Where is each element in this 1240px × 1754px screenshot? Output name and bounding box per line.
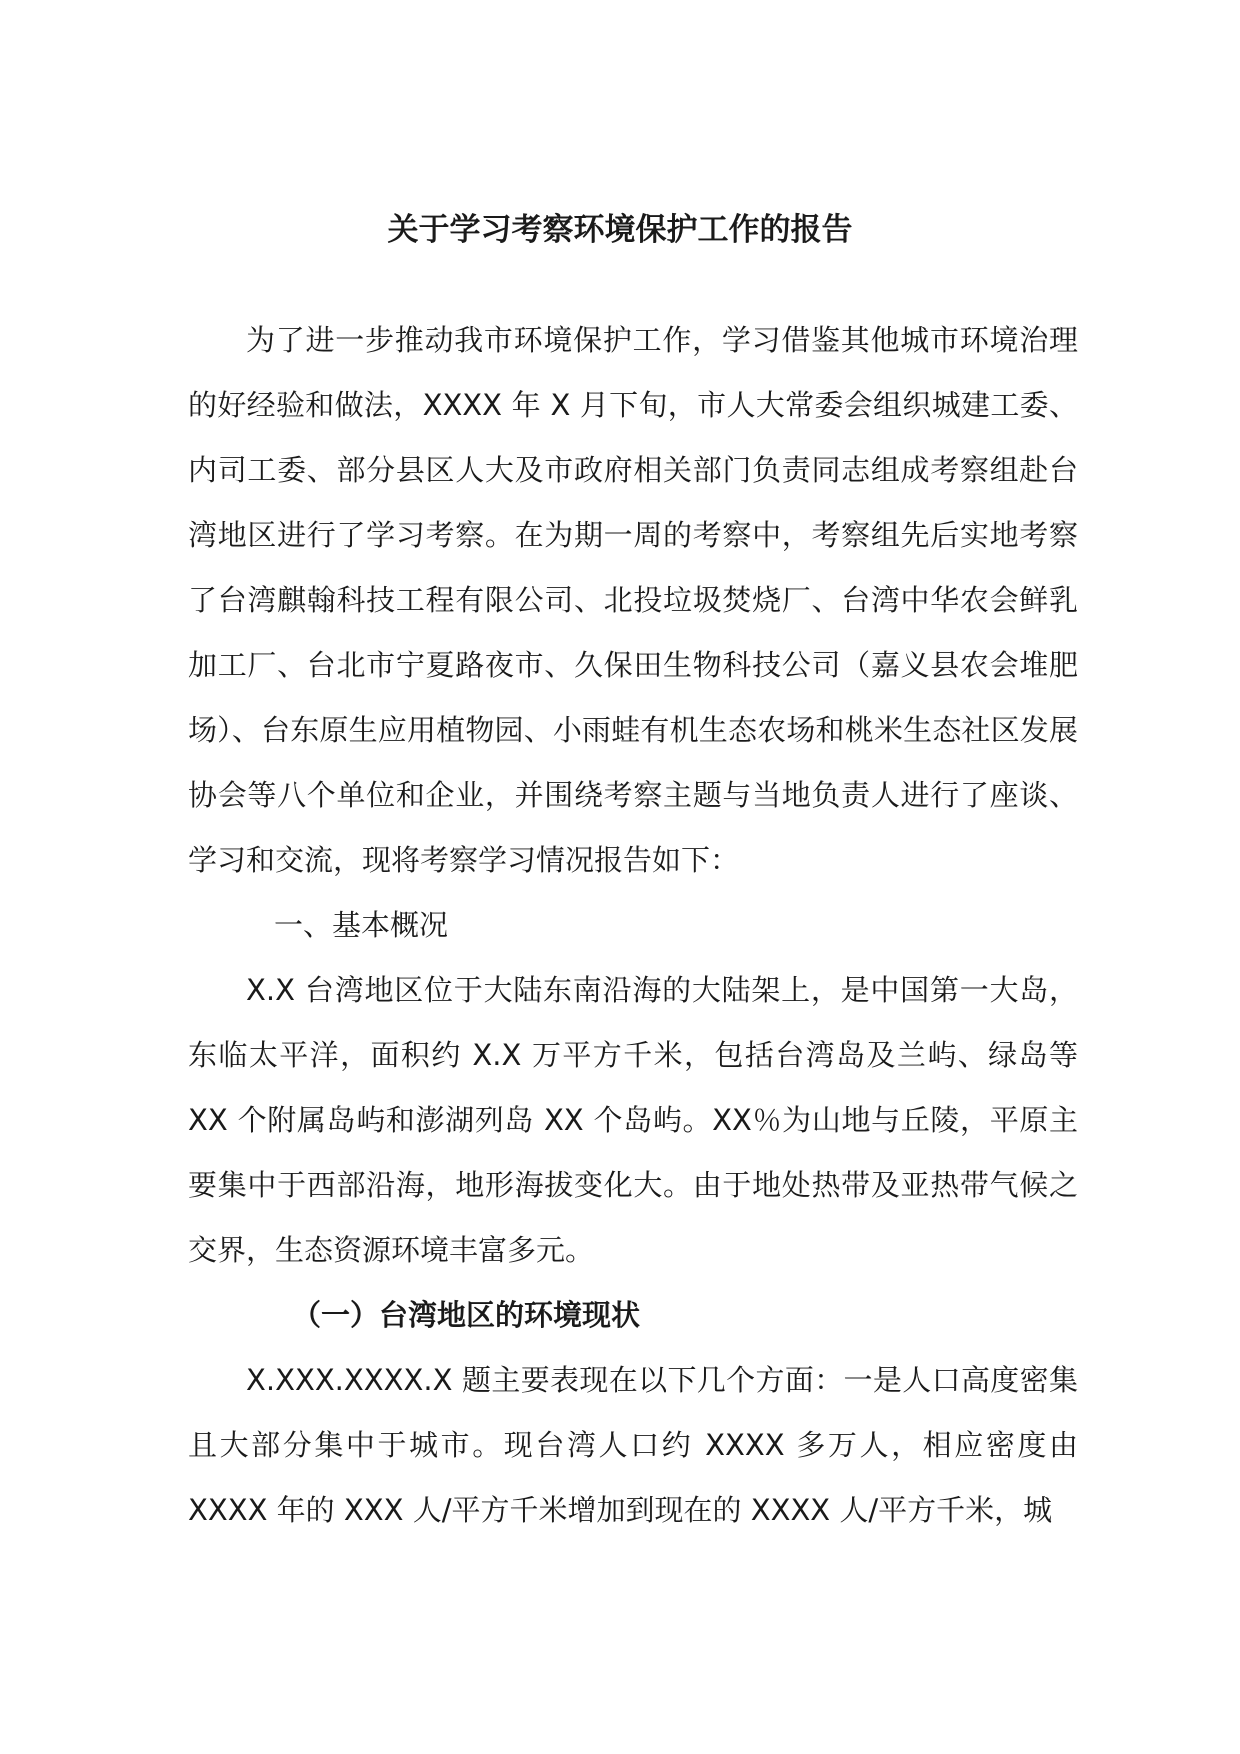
environment-status-paragraph: X.XXX.XXXX.X 题主要表现在以下几个方面：一是人口高度密集且大部分集中于城市。现台湾人口约 XXXX 多万人，相应密度由 XXXX 年的 XXX 人/平方千米增加到现在的 XXXX 人/平方千米，城: [188, 1363, 1078, 1527]
document-title: 关于学习考察环境保护工作的报告: [387, 212, 853, 248]
intro-paragraph: 为了进一步推动我市环境保护工作，学习借鉴其他城市环境治理的好经验和做法，XXXX 年 X 月下旬，市人大常委会组织城建工委、内司工委、部分县区人大及市政府相关部门负责同志组成考察组赴台湾地区进行了学习考察。在为期一周的考察中，考察组先后实地考察了台湾麒翰科技工程有限公司、北投垃圾焚烧厂、台湾中华农会鲜乳加工厂、台北市宁夏路夜市、久保田生物科技公司（嘉义县农会堆肥场）、台东原生应用植物园、小雨蛙有机生态农场和桃米生态社区发展协会等八个单位和企业，并围绕考察主题与当地负责人进行了座谈、学习和交流，现将考察学习情况报告如下：: [188, 323, 1078, 877]
subsection-heading-environment-status: （一）台湾地区的环境现状: [292, 1298, 641, 1332]
document-body: [188, 308, 1078, 1543]
overview-paragraph: X.X 台湾地区位于大陆东南沿海的大陆架上，是中国第一大岛，东临太平洋，面积约 X.X 万平方千米，包括台湾岛及兰屿、绿岛等 XX 个附属岛屿和澎湖列岛 XX 个岛屿。XX％为山地与丘陵，平原主要集中于西部沿海，地形海拔变化大。由于地处热带及亚热带气候之交界，生态资源环境丰富多元。: [188, 973, 1078, 1267]
section-heading-basic-overview: 一、基本概况: [274, 908, 449, 942]
